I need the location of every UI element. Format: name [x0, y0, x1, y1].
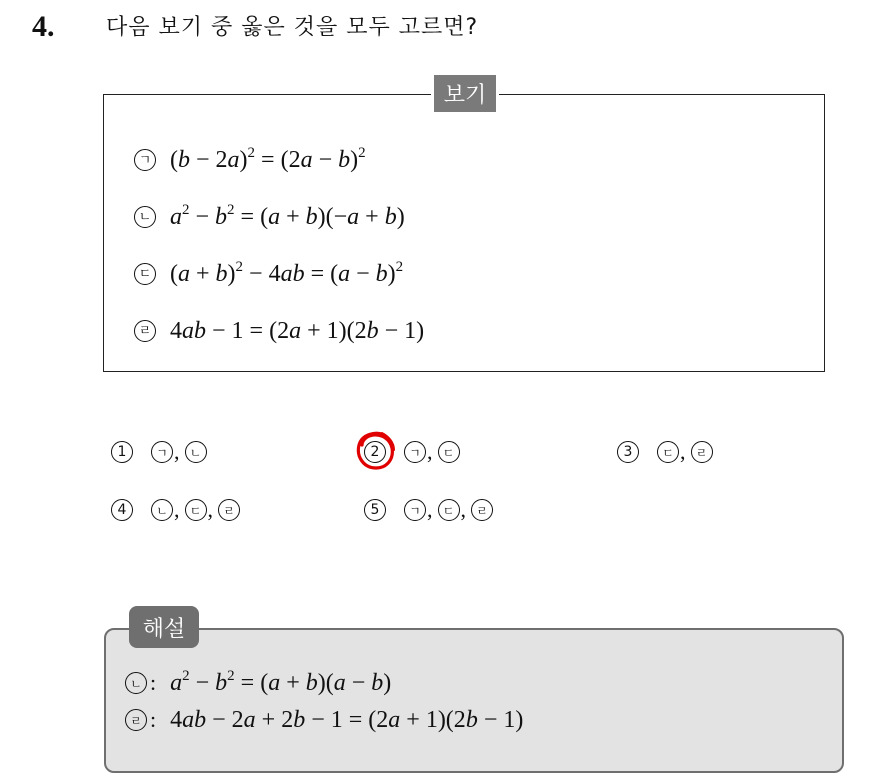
choice-mark: ㄷ: [185, 499, 207, 521]
choice-number: 1: [111, 441, 133, 463]
solution-line-2: ㄹ : 4ab − 2a + 2b − 1 = (2a + 1)(2b − 1): [125, 703, 523, 737]
choice-number: 3: [617, 441, 639, 463]
choice-number: 2: [364, 441, 386, 463]
bogi-item-expression: $(b - 2a)^2 = (2a - b)^2$: [170, 144, 366, 173]
bogi-item-4: [134, 314, 424, 348]
choice-mark: ㄷ: [438, 499, 460, 521]
solution-box: [104, 628, 844, 773]
choice-mark: ㄱ: [404, 441, 426, 463]
choice-mark: ㄴ: [185, 441, 207, 463]
choice-mark: ㄷ: [438, 441, 460, 463]
choice-mark: ㄷ: [657, 441, 679, 463]
choice-mark: ㄴ: [151, 499, 173, 521]
choice-number: 4: [111, 499, 133, 521]
bogi-label: 보기: [431, 72, 499, 115]
solution-line-1: ㄴ : $a^2 - b^2 = (a + b)(a - b)$: [125, 666, 391, 700]
choice-4[interactable]: 4 ㄴ , ㄷ , ㄹ: [111, 495, 240, 525]
solution-expression: 4ab − 2a + 2b − 1 = (2a + 1)(2b − 1): [170, 706, 524, 733]
bogi-item-mark: ㄴ: [134, 206, 156, 228]
bogi-item-3: [134, 257, 403, 291]
choice-mark: ㄱ: [404, 499, 426, 521]
choice-number: 5: [364, 499, 386, 521]
bogi-item-expression: 4ab − 1 = (2a + 1)(2b − 1): [170, 317, 425, 344]
bogi-item-2: [134, 200, 405, 234]
choice-3[interactable]: 3 ㄷ , ㄹ: [617, 437, 713, 467]
bogi-item-mark: ㄱ: [134, 149, 156, 171]
choice-mark: ㄹ: [691, 441, 713, 463]
choice-1[interactable]: 1 ㄱ , ㄴ: [111, 437, 207, 467]
choice-mark: ㄹ: [218, 499, 240, 521]
bogi-item-1: [134, 143, 366, 177]
bogi-item-mark: ㄷ: [134, 263, 156, 285]
solution-label: 해설: [129, 606, 199, 648]
choice-2[interactable]: 2 ㄱ , ㄷ: [364, 437, 460, 467]
bogi-item-expression: $(a + b)^2 - 4ab = (a - b)^2$: [170, 258, 404, 287]
solution-mark: ㄴ: [125, 672, 147, 694]
bogi-item-mark: ㄹ: [134, 320, 156, 342]
bogi-item-expression: $a^2 - b^2 = (a + b)(-a + b)$: [170, 201, 405, 230]
question-text: 다음 보기 중 옳은 것을 모두 고르면?: [106, 15, 479, 40]
choice-5[interactable]: 5 ㄱ , ㄷ , ㄹ: [364, 495, 493, 525]
solution-expression: $a^2 - b^2 = (a + b)(a - b)$: [170, 667, 392, 696]
choice-mark: ㄹ: [471, 499, 493, 521]
solution-mark: ㄹ: [125, 709, 147, 731]
choice-mark: ㄱ: [151, 441, 173, 463]
question-number: 4.: [32, 10, 55, 43]
